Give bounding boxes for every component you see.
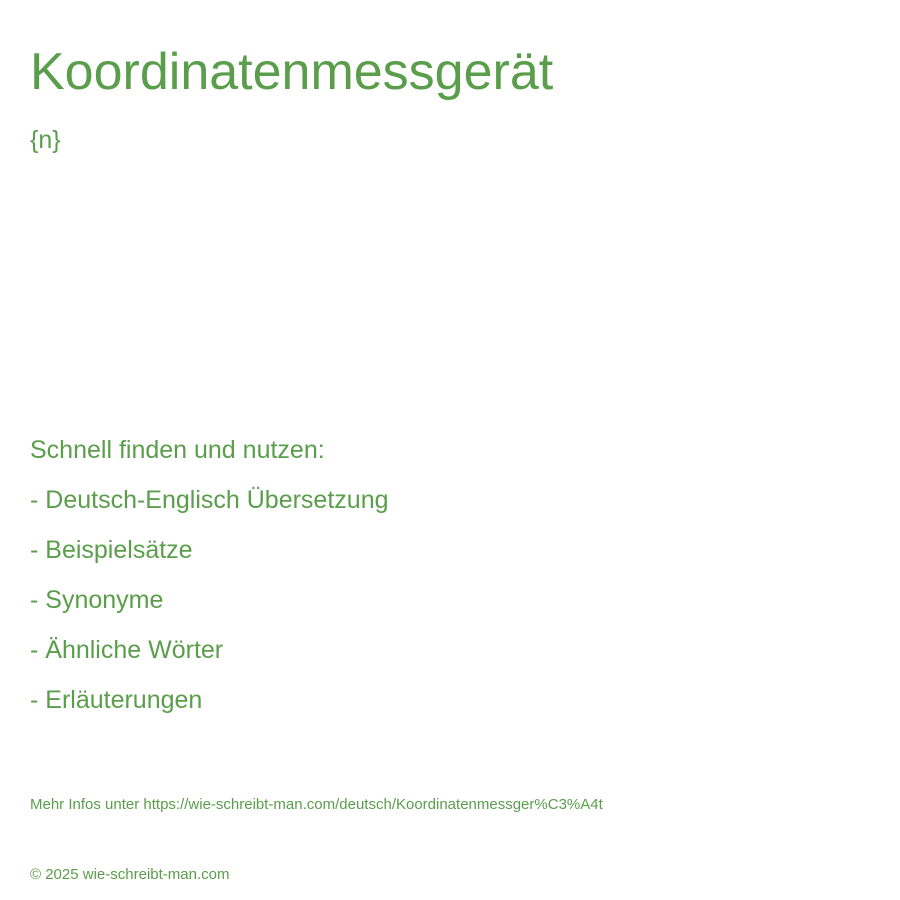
more-info-link[interactable]: Mehr Infos unter https://wie-schreibt-man.com/deutsch/Koordinatenmessger%C3%A4t [30,796,603,813]
feature-list-heading: Schnell finden und nutzen: [30,436,325,464]
feature-item-translation: - Deutsch-Englisch Übersetzung [30,486,389,514]
feature-item-example-sentences: - Beispielsätze [30,536,193,564]
grammatical-gender: {n} [30,126,61,154]
page-title: Koordinatenmessgerät [30,43,554,101]
feature-item-explanations: - Erläuterungen [30,686,203,714]
feature-item-synonyms: - Synonyme [30,586,164,614]
copyright-notice: © 2025 wie-schreibt-man.com [30,866,230,883]
feature-item-similar-words: - Ähnliche Wörter [30,636,224,664]
feature-list [30,425,389,725]
